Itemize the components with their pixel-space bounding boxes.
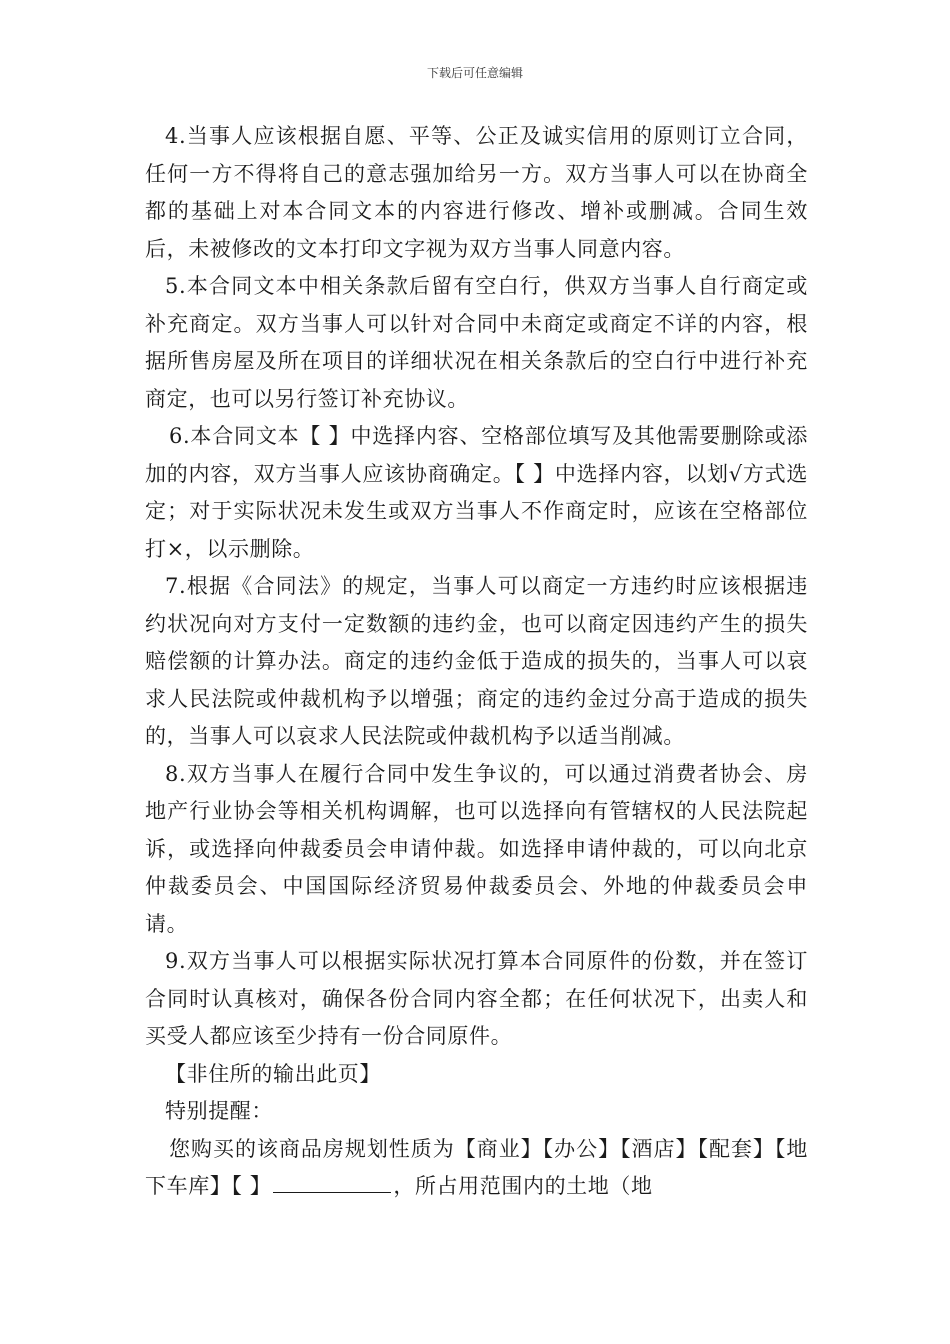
special-reminder-text [145, 1131, 808, 1206]
clause-8: 8.双方当事人在履行合同中发生争议的，可以通过消费者协会、房地产行业协会等相关机构调解，也可以选择向有管辖权的人民法院起诉，或选择向仲裁委员会申请仲裁。如选择申请仲裁的，可以向北京仲裁委员会、中国国际经济贸易仲裁委员会、外地的仲裁委员会申请。 [145, 761, 808, 936]
fill-in-blank[interactable] [273, 1170, 391, 1193]
reminder-text-part-2: ，所占用范围内的土地（地 [393, 1174, 653, 1198]
page-header-note: 下载后可任意编辑 [426, 66, 523, 80]
non-residential-note: 【非住所的输出此页】 [165, 1061, 381, 1086]
document-body [145, 118, 808, 1206]
clause-5: 5.本合同文本中相关条款后留有空白行，供双方当事人自行商定或补充商定。双方当事人可以针对合同中未商定或商定不详的内容，根据所售房屋及所在项目的详细状况在相关条款后的空白行中进行补充商定，也可以另行签订补充协议。 [145, 274, 808, 411]
reminder-text-part-1: 您购买的该商品房规划性质为【商业】【办公】【酒店】【配套】【地下车库】【 】 [145, 1136, 808, 1198]
clause-6: 6.本合同文本【 】中选择内容、空格部位填写及其他需要删除或添加的内容，双方当事人应该协商确定。【 】中选择内容，以划√方式选定；对于实际状况未发生或双方当事人不作商定时，应该在空格部位打×，以示删除。 [145, 424, 808, 561]
clause-7: 7.根据《合同法》的规定，当事人可以商定一方违约时应该根据违约状况向对方支付一定数额的违约金，也可以商定因违约产生的损失赔偿额的计算办法。商定的违约金低于造成的损失的，当事人可以哀求人民法院或仲裁机构予以增强；商定的违约金过分高于造成的损失的，当事人可以哀求人民法院或仲裁机构予以适当削减。 [145, 574, 808, 748]
clause-9: 9.双方当事人可以根据实际状况打算本合同原件的份数，并在签订合同时认真核对，确保各份合同内容全都；在任何状况下，出卖人和买受人都应该至少持有一份合同原件。 [145, 949, 808, 1048]
special-reminder-title: 特别提醒： [165, 1099, 273, 1123]
clause-4: 4.当事人应该根据自愿、平等、公正及诚实信用的原则订立合同，任何一方不得将自己的意志强加给另一方。双方当事人可以在协商全都的基础上对本合同文本的内容进行修改、增补或删减。合同生效后，未被修改的文本打印文字视为双方当事人同意内容。 [145, 124, 808, 261]
